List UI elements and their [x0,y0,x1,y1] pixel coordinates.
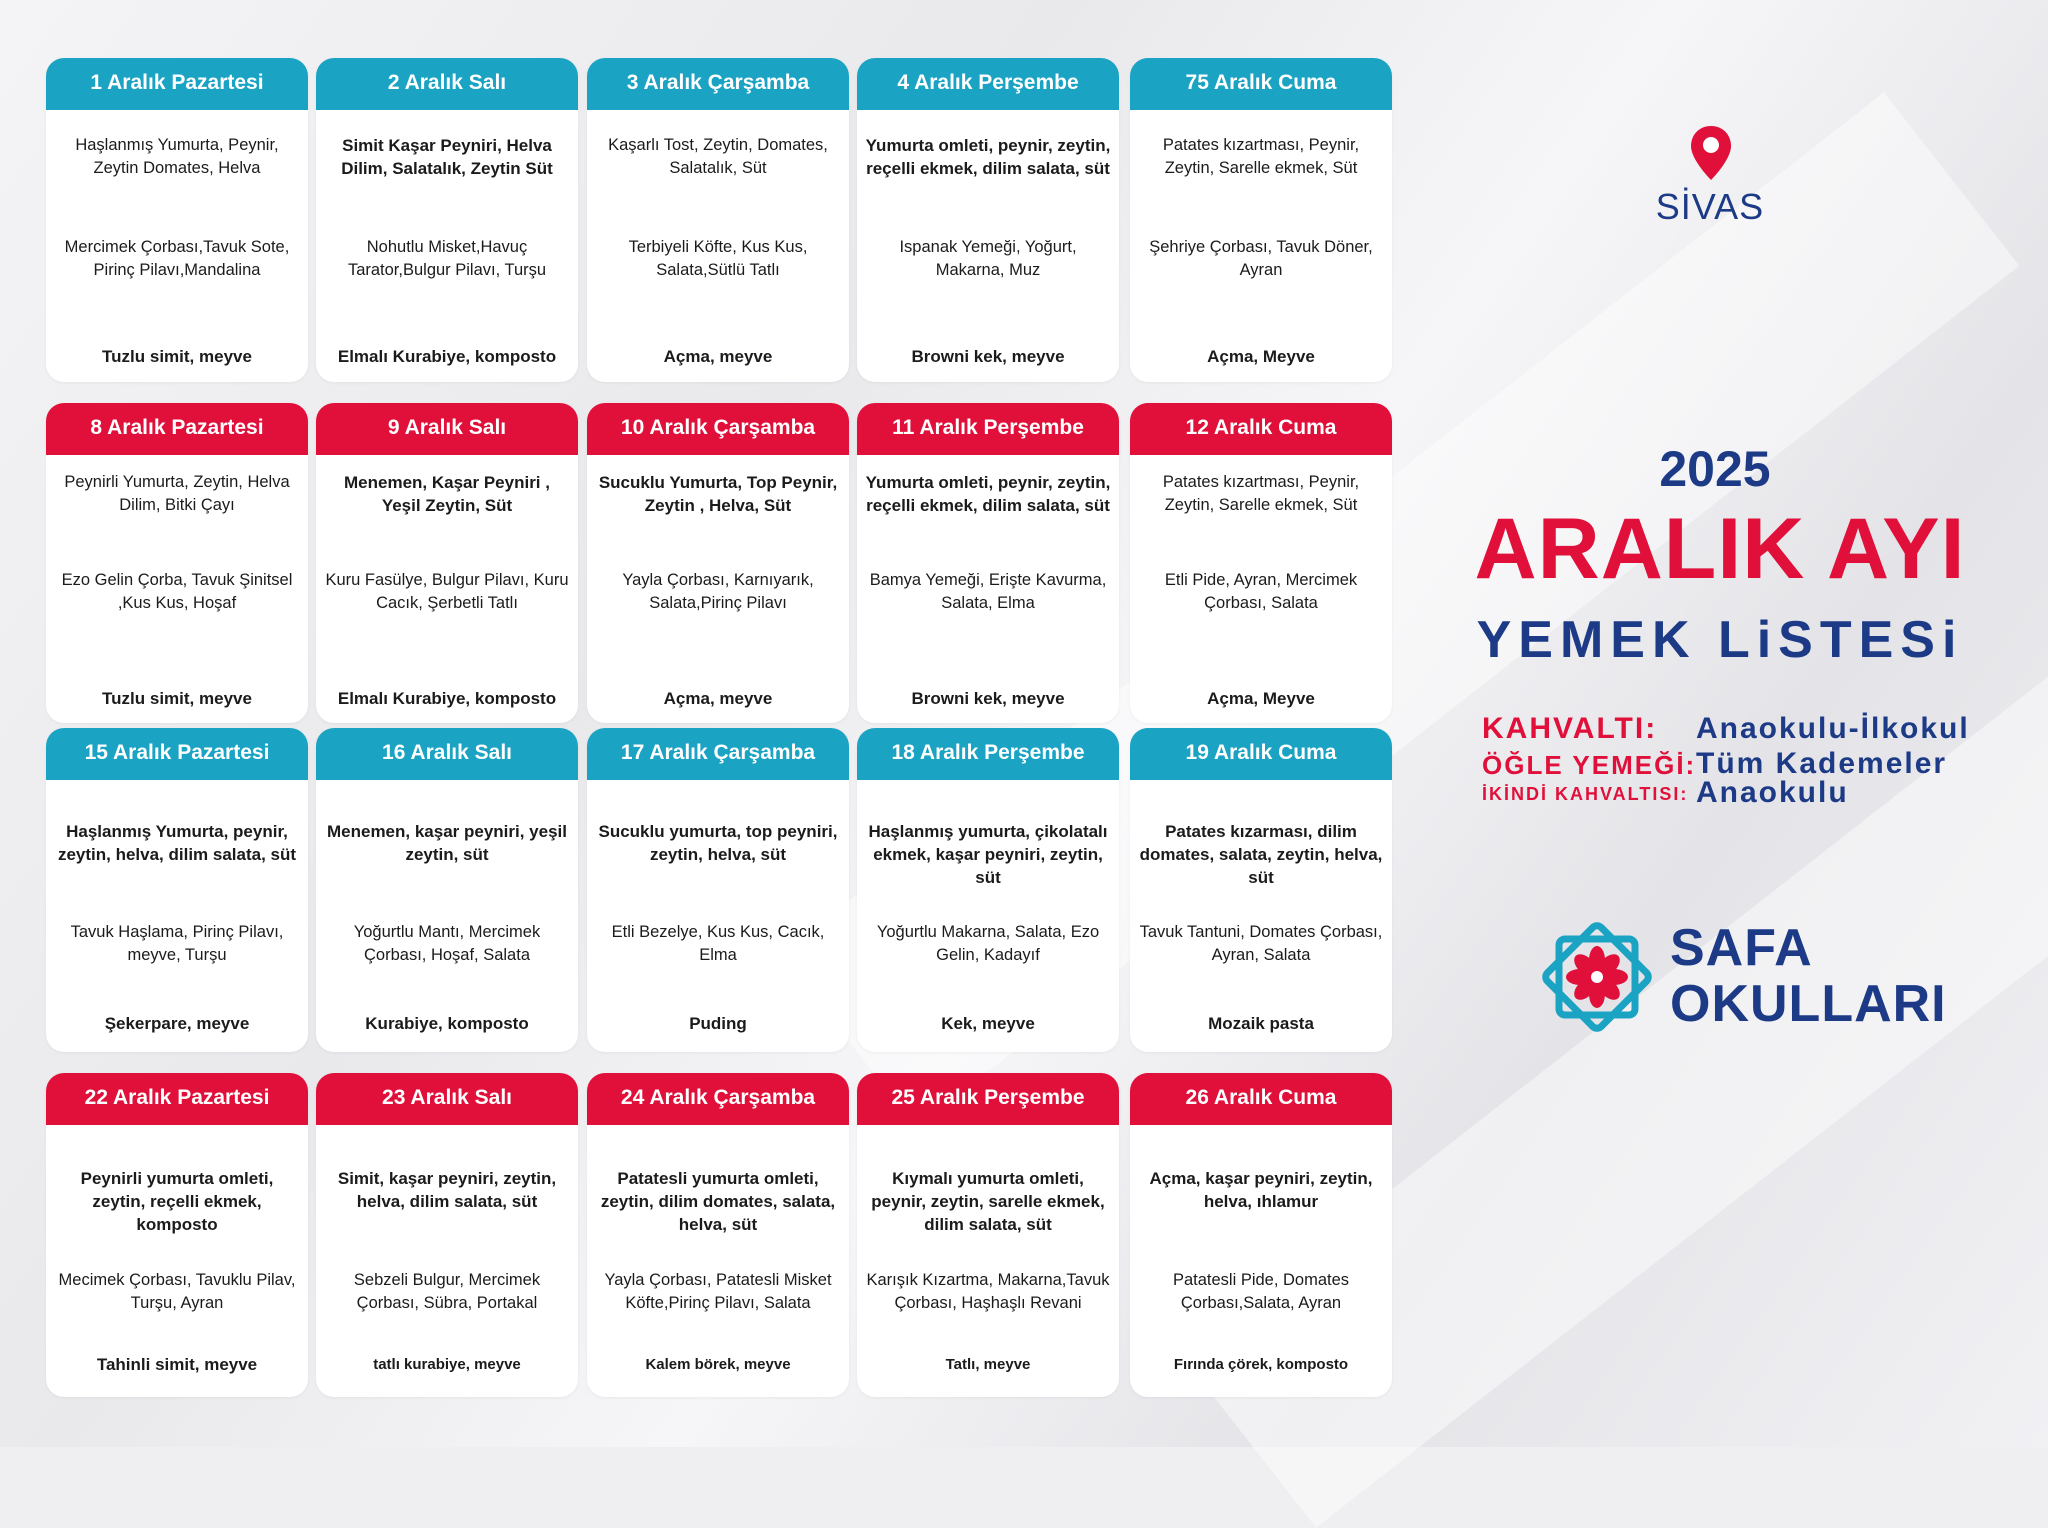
legend-value: Anaokulu-İlkokul [1696,712,1970,745]
meal-breakfast: Peynirli Yumurta, Zeytin, Helva Dilim, Bitki Çayı [64,473,290,514]
meal-breakfast: Kıymalı yumurta omleti, peynir, zeytin, sarelle ekmek, dilim salata, süt [871,1169,1105,1234]
meal-lunch: Ispanak Yemeği, Yoğurt, Makarna, Muz [899,238,1077,279]
location-pin-icon [1688,124,1734,182]
meal-breakfast: Peynirli yumurta omleti, zeytin, reçelli ekmek, komposto [80,1169,274,1234]
meal-snack: Puding [689,1014,747,1033]
meal-breakfast: Simit, kaşar peyniri, zeytin, helva, dilim salata, süt [337,1169,557,1211]
meal-lunch: Bamya Yemeği, Erişte Kavurma, Salata, Elma [869,571,1107,612]
meal-breakfast: Haşlanmış yumurta, çikolatalı ekmek, kaşar peyniri, zeytin, süt [868,822,1108,887]
logo-line-1: SAFA [1670,919,1813,977]
legend-lunch [1482,747,1948,781]
day-title: 19 Aralık Cuma [1130,728,1392,780]
day-card [46,1073,308,1397]
meal-breakfast: Menemen, kaşar peyniri, yeşil zeytin, süt [326,822,567,864]
meal-breakfast: Sucuklu yumurta, top peyniri, zeytin, helva, süt [598,822,838,864]
meal-snack: Tuzlu simit, meyve [102,689,252,708]
meal-breakfast: Simit Kaşar Peyniri, Helva Dilim, Salatalık, Zeytin Süt [341,136,553,178]
day-title: 24 Aralık Çarşamba [587,1073,849,1125]
day-card [1130,728,1392,1052]
day-card [587,728,849,1052]
day-card [46,728,308,1052]
safa-logo-icon [1532,912,1662,1042]
meal-breakfast: Patates kızarması, dilim domates, salata, zeytin, helva, süt [1139,822,1383,887]
meal-breakfast: Sucuklu Yumurta, Top Peynir, Zeytin , Helva, Süt [598,473,838,515]
meal-breakfast: Menemen, Kaşar Peyniri , Yeşil Zeytin, Süt [344,473,550,515]
meal-snack: Mozaik pasta [1208,1014,1314,1033]
legend-key: İKİNDİ KAHVALTISI: [1482,784,1689,804]
day-title: 18 Aralık Perşembe [857,728,1119,780]
meal-breakfast: Patates kızartması, Peynir, Zeytin, Sarelle ekmek, Süt [1162,136,1360,177]
day-title: 16 Aralık Salı [316,728,578,780]
day-title: 17 Aralık Çarşamba [587,728,849,780]
meal-snack: Browni kek, meyve [911,347,1065,366]
meal-snack: Açma, Meyve [1207,689,1315,708]
meal-snack: Kek, meyve [941,1014,1035,1033]
meal-lunch: Yayla Çorbası, Karnıyarık, Salata,Pirinç Pilavı [622,571,814,612]
meal-lunch: Terbiyeli Köfte, Kus Kus, Salata,Sütlü Tatlı [628,238,808,279]
logo-wordmark [1670,920,1947,1032]
meal-snack: Kurabiye, komposto [365,1014,529,1033]
meal-lunch: Tavuk Haşlama, Pirinç Pilavı, meyve, Turşu [70,923,284,964]
day-card [587,58,849,382]
meal-breakfast: Patates kızartması, Peynir, Zeytin, Sarelle ekmek, Süt [1162,473,1360,514]
meal-lunch: Patatesli Pide, Domates Çorbası,Salata, Ayran [1172,1271,1350,1312]
meal-breakfast: Haşlanmış Yumurta, peynir, zeytin, helva, dilim salata, süt [57,822,297,864]
meal-lunch: Şehriye Çorbası, Tavuk Döner, Ayran [1149,238,1373,279]
day-title: 3 Aralık Çarşamba [587,58,849,110]
meal-lunch: Yayla Çorbası, Patatesli Misket Köfte,Pirinç Pilavı, Salata [604,1271,832,1312]
day-title: 23 Aralık Salı [316,1073,578,1125]
legend-key: ÖĞLE YEMEĞİ: [1482,750,1697,780]
meal-breakfast: Kaşarlı Tost, Zeytin, Domates, Salatalık, Süt [608,136,828,177]
day-title: 8 Aralık Pazartesi [46,403,308,455]
day-title: 9 Aralık Salı [316,403,578,455]
meal-snack: Elmalı Kurabiye, komposto [337,689,557,708]
year-title: 2025 [1659,441,1771,497]
meal-snack: Açma, meyve [663,347,773,366]
meal-snack: Elmalı Kurabiye, komposto [337,347,557,366]
day-title: 15 Aralık Pazartesi [46,728,308,780]
meal-lunch: Yoğurtlu Makarna, Salata, Ezo Gelin, Kadayıf [876,923,1100,964]
meal-lunch: Kuru Fasülye, Bulgur Pilavı, Kuru Cacık, Şerbetli Tatlı [325,571,569,612]
meal-breakfast: Haşlanmış Yumurta, Peynir, Zeytin Domates, Helva [75,136,279,177]
day-card [857,1073,1119,1397]
city-name: SİVAS [1655,186,1765,227]
day-card [46,58,308,382]
meal-lunch: Yoğurtlu Mantı, Mercimek Çorbası, Hoşaf, Salata [353,923,541,964]
day-card [587,1073,849,1397]
meal-lunch: Mercimek Çorbası,Tavuk Sote, Pirinç Pilavı,Mandalina [64,238,290,279]
day-title: 22 Aralık Pazartesi [46,1073,308,1125]
day-card [857,728,1119,1052]
day-title: 1 Aralık Pazartesi [46,58,308,110]
day-title: 4 Aralık Perşembe [857,58,1119,110]
meal-snack: Tahinli simit, meyve [96,1355,258,1374]
day-title: 2 Aralık Salı [316,58,578,110]
day-card [1130,58,1392,382]
day-title: 25 Aralık Perşembe [857,1073,1119,1125]
day-title: 11 Aralık Perşembe [857,403,1119,455]
day-card [316,728,578,1052]
meal-snack: Tuzlu simit, meyve [102,347,252,366]
meal-snack: Şekerpare, meyve [104,1014,250,1033]
meal-snack: Kalem börek, meyve [645,1356,791,1373]
day-title: 12 Aralık Cuma [1130,403,1392,455]
meal-lunch: Tavuk Tantuni, Domates Çorbası, Ayran, Salata [1139,923,1383,964]
day-card [316,1073,578,1397]
day-card [316,403,578,723]
logo-line-2: OKULLARI [1670,975,1947,1033]
menu-subtitle: YEMEK LiSTESi [1476,611,1964,669]
meal-snack: Açma, meyve [663,689,773,708]
meal-lunch: Sebzeli Bulgur, Mercimek Çorbası, Sübra, Portakal [353,1271,541,1312]
meal-snack: tatlı kurabiye, meyve [373,1356,521,1373]
day-card [857,58,1119,382]
legend-key: KAHVALTI: [1482,712,1658,745]
legend-value: Anaokulu [1696,776,1849,809]
day-title: 75 Aralık Cuma [1130,58,1392,110]
day-card [46,403,308,723]
legend-breakfast [1482,712,1970,746]
meal-breakfast: Yumurta omleti, peynir, zeytin, reçelli ekmek, dilim salata, süt [865,473,1111,515]
meal-snack: Tatlı, meyve [945,1356,1031,1373]
day-card [1130,403,1392,723]
meal-breakfast: Patatesli yumurta omleti, zeytin, dilim domates, salata, helva, süt [600,1169,836,1234]
meal-lunch: Karışık Kızartma, Makarna,Tavuk Çorbası, Haşhaşlı Revani [866,1271,1110,1312]
meal-lunch: Etli Bezelye, Kus Kus, Cacık, Elma [611,923,825,964]
meal-snack: Browni kek, meyve [911,689,1065,708]
day-title: 26 Aralık Cuma [1130,1073,1392,1125]
meal-lunch: Nohutlu Misket,Havuç Tarator,Bulgur Pilavı, Turşu [347,238,547,279]
meal-lunch: Ezo Gelin Çorba, Tavuk Şinitsel ,Kus Kus, Hoşaf [61,571,293,612]
day-title: 10 Aralık Çarşamba [587,403,849,455]
day-card [1130,1073,1392,1397]
meal-lunch: Mecimek Çorbası, Tavuklu Pilav, Turşu, Ayran [58,1271,296,1312]
day-card [857,403,1119,723]
legend-value: Tüm Kademeler [1696,747,1948,780]
meal-snack: Açma, Meyve [1207,347,1315,366]
meal-breakfast: Açma, kaşar peyniri, zeytin, helva, ıhlamur [1149,1169,1373,1211]
day-card [587,403,849,723]
day-card [316,58,578,382]
meal-breakfast: Yumurta omleti, peynir, zeytin, reçelli ekmek, dilim salata, süt [865,136,1111,178]
month-title: ARALIK AYI [1474,501,1966,597]
meal-snack: Fırında çörek, komposto [1173,1356,1349,1373]
legend-snack [1482,776,1849,809]
meal-lunch: Etli Pide, Ayran, Mercimek Çorbası, Salata [1164,571,1358,612]
